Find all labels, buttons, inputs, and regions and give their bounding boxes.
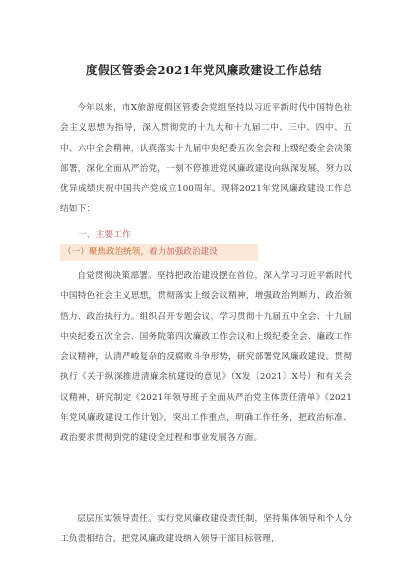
document-title: 度假区管委会2021年党风廉政建设工作总结 <box>86 63 322 77</box>
subsection-number: （一） <box>63 247 89 257</box>
subsection-heading-political <box>60 244 258 261</box>
subsection-text-b: 着力加强政治建设 <box>148 247 218 257</box>
intro-paragraph: 今年以来，市X旅游度假区管委会党组坚持以习近平新时代中国特色社会主义思想为指导，深入贯彻党的十九大和十九届二中、三中、四中、五中、六中全会精神，认真落实十九届中央纪委五次全会和上级纪委全会决策部署，深化全面从严治党，一刻不停推进党风廉政建设向纵深发展，努力以优异成绩庆祝中国共产党成立100周年。现将2021年党风廉政建设工作总结如下： <box>60 103 352 215</box>
section-heading-main-work: 一、主要工作 <box>78 230 131 240</box>
body-paragraph-responsibility: 层层压实领导责任。实行党风廉政建设责任制，坚持集体领导和个人分工负责相结合，把党风廉政建设纳入领导干部目标管理， <box>60 514 352 545</box>
body-paragraph-decision: 自觉贯彻决策部署。坚持把政治建设摆在首位，深入学习习近平新时代中国特色社会主义思想，贯彻落实上级会议精神，增强政治判断力、政治领悟力、政治执行力。组织召开专题会议，学习贯彻十九届五中全会、十九届中央纪委五次全会、国务院第四次廉政工作会议和上级纪委全会、廉政工作会议精神，认清严峻复杂的反腐败斗争形势，研究部署党风廉政建设。贯彻执行《关于纵深推进清廉余杭建设的意见》（X发〔2021〕X号）和有关会议精神，研究制定《2021年领导班子全面从严治党主体责任清单》《2021年党风廉政建设工作计划》，突出工作重点，明确工作任务，把政治标准、政治要求贯彻到党的建设全过程和事业发展各方面。 <box>60 271 352 444</box>
subsection-text-a: 聚焦政治统领， <box>88 247 149 257</box>
